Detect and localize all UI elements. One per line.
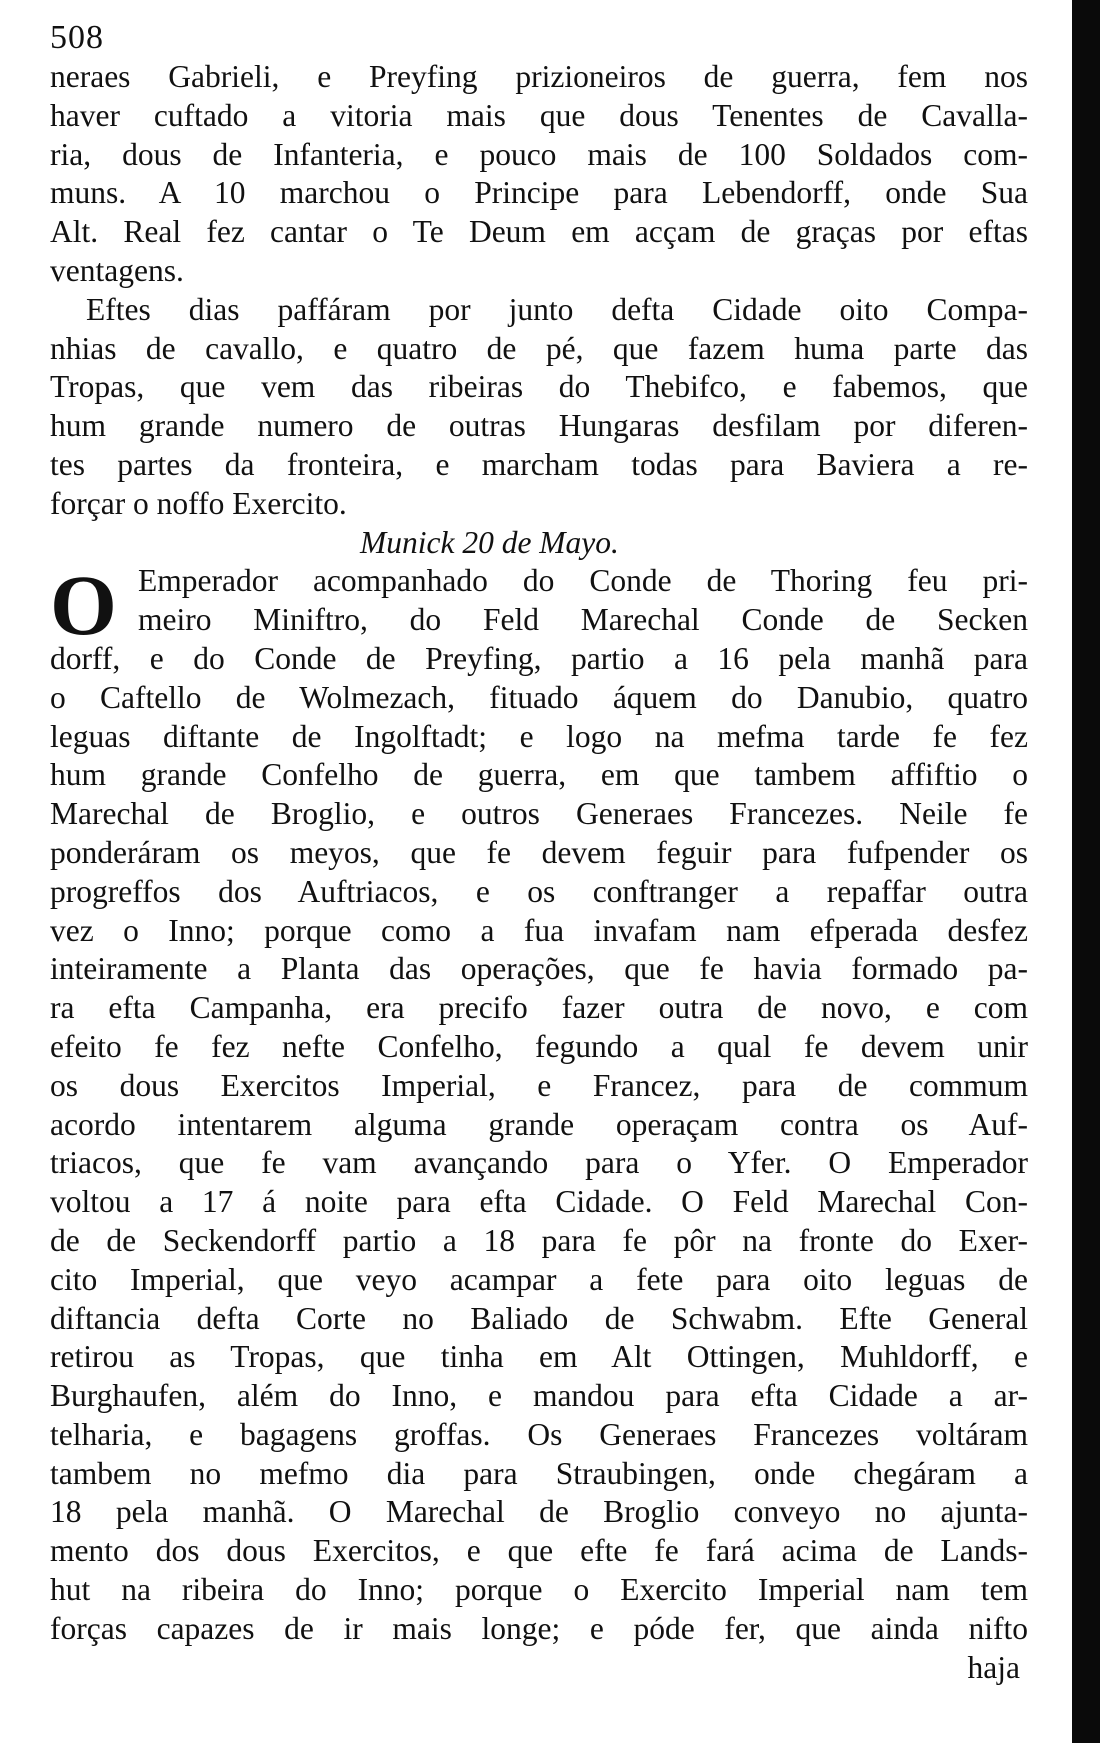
text-line: tes partes da fronteira, e marcham todas para Baviera a re-	[50, 446, 1028, 482]
paragraph-1	[50, 58, 1028, 291]
paragraph-3	[50, 557, 1028, 1648]
text-line: tambem no mefmo dia para Straubingen, onde chegáram a	[50, 1455, 1028, 1491]
text-line: efeito fe fez nefte Confelho, fegundo a qual fe devem unir	[50, 1028, 1028, 1064]
text-line: hum grande numero de outras Hungaras desfilam por diferen-	[50, 408, 1028, 444]
text-line: meiro Miniftro, do Feld Marechal Conde de Secken	[138, 602, 1028, 638]
text-line: mento dos dous Exercitos, e que efte fe fará acima de Lands-	[50, 1533, 1028, 1569]
text-line: progreffos dos Auftriacos, e os conftranger a repaffar outra	[50, 873, 1028, 909]
text-line: Emperador acompanhado do Conde de Thoring feu pri-	[138, 563, 1028, 599]
text-line: telharia, e bagagens groffas. Os Generaes Francezes voltáram	[50, 1416, 1028, 1452]
text-line: ponderáram os meyos, que fe devem feguir para fufpender os	[50, 834, 1028, 870]
page-edge-shadow	[1072, 0, 1100, 1743]
text-line: inteiramente a Planta das operações, que fe havia formado pa-	[50, 951, 1028, 987]
dateline: Munick 20 de Mayo.	[360, 524, 619, 560]
text-line: os dous Exercitos Imperial, e Francez, para de commum	[50, 1067, 1028, 1103]
text-line: o Caftello de Wolmezach, fituado áquem do Danubio, quatro	[50, 679, 1028, 715]
text-line: Burghaufen, além do Inno, e mandou para efta Cidade a ar-	[50, 1378, 1028, 1414]
text-line: Marechal de Broglio, e outros Generaes Francezes. Neile fe	[50, 796, 1028, 832]
text-line: Eftes dias paffáram por junto defta Cidade oito Compa-	[86, 291, 1028, 327]
catchword: haja	[967, 1649, 1020, 1685]
text-line: de de Seckendorff partio a 18 para fe pôr na fronte do Exer-	[50, 1222, 1028, 1258]
text-line: neraes Gabrieli, e Preyfing prizioneiros de guerra, fem nos	[50, 59, 1028, 94]
text-line: Tropas, que vem das ribeiras do Thebifco, e fabemos, que	[50, 369, 1028, 405]
paragraph-2	[50, 291, 1028, 524]
text-line: hum grande Confelho de guerra, em que tambem affiftio o	[50, 757, 1028, 793]
text-line: forçar o noffo Exercito.	[50, 485, 347, 521]
page-number: 508	[50, 19, 104, 56]
text-line: Alt. Real fez cantar o Te Deum em acçam de graças por eftas	[50, 214, 1028, 250]
text-line: cito Imperial, que veyo acampar a fete para oito leguas de	[50, 1261, 1028, 1297]
text-line: ventagens.	[50, 252, 184, 288]
text-line: acordo intentarem alguma grande operaçam contra os Auf-	[50, 1106, 1028, 1142]
text-line: nhias de cavallo, e quatro de pé, que fazem huma parte das	[50, 330, 1028, 366]
article-body	[50, 58, 1028, 1687]
text-line: muns. A 10 marchou o Principe para Lebendorff, onde Sua	[50, 175, 1028, 211]
text-line: diftancia defta Corte no Baliado de Schwabm. Efte General	[50, 1300, 1028, 1336]
text-line: haver cuftado a vitoria mais que dous Tenentes de Cavalla-	[50, 97, 1028, 133]
text-line: ria, dous de Infanteria, e pouco mais de 100 Soldados com-	[50, 136, 1028, 172]
text-line: forças capazes de ir mais longe; e póde fer, que ainda nifto	[50, 1610, 1028, 1646]
text-line: triacos, que fe vam avançando para o Yfer. O Emperador	[50, 1145, 1028, 1181]
dateline-container	[50, 524, 1028, 563]
text-line: dorff, e do Conde de Preyfing, partio a 16 pela manhã para	[50, 640, 1028, 676]
text-line: 18 pela manhã. O Marechal de Broglio conveyo no ajunta-	[50, 1494, 1028, 1530]
text-line: retirou as Tropas, que tinha em Alt Ottingen, Muhldorff, e	[50, 1339, 1028, 1375]
text-line: ra efta Campanha, era precifo fazer outra de novo, e com	[50, 990, 1028, 1026]
drop-cap: O	[50, 557, 117, 654]
text-line: vez o Inno; porque como a fua invafam nam efperada desfez	[50, 912, 1028, 948]
text-line: hut na ribeira do Inno; porque o Exercito Imperial nam tem	[50, 1572, 1028, 1608]
text-line: voltou a 17 á noite para efta Cidade. O Feld Marechal Con-	[50, 1184, 1028, 1220]
text-line: leguas diftante de Ingolftadt; e logo na mefma tarde fe fez	[50, 718, 1028, 754]
